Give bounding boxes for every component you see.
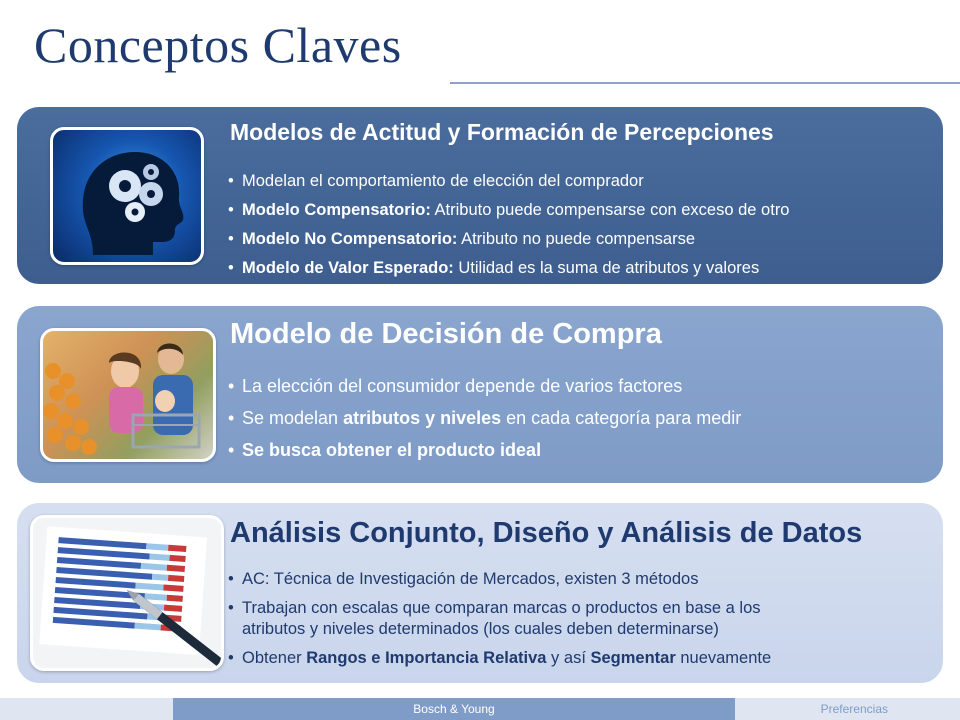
list-item: • AC: Técnica de Investigación de Mercados, existen 3 métodos (228, 569, 771, 590)
section-purchase-decision (17, 306, 943, 483)
list-item: • Obtener Rangos e Importancia Relativa y así Segmentar nuevamente (228, 648, 771, 669)
list-item: • Modelo Compensatorio: Atributo puede compensarse con exceso de otro (228, 196, 790, 225)
page-title: Conceptos Claves (34, 17, 402, 73)
list-item: • Modelo de Valor Esperado: Utilidad es la suma de atributos y valores (228, 254, 790, 283)
section-heading: Modelo de Decisión de Compra (230, 318, 662, 350)
list-item: • Modelo No Compensatorio: Atributo no puede compensarse (228, 225, 790, 254)
section-conjoint-analysis (17, 503, 943, 683)
footer-author: Bosch & Young (173, 698, 735, 720)
section-attitude-models (17, 107, 943, 284)
footer-topic: Preferencias (820, 702, 888, 716)
section-heading: Análisis Conjunto, Diseño y Análisis de Datos (230, 517, 863, 549)
list-item: • Trabajan con escalas que comparan marcas o productos en base a los atributos y niveles determinados (los cuales deben determinarse) (228, 598, 771, 640)
bullet-list (228, 167, 790, 283)
bullet-list (228, 370, 741, 466)
list-item: • La elección del consumidor depende de varios factores (228, 370, 741, 402)
family-shopping-photo (40, 328, 216, 462)
list-item: • Se modelan atributos y niveles en cada categoría para medir (228, 402, 741, 434)
list-item: • Modelan el comportamiento de elección del comprador (228, 167, 790, 196)
section-heading: Modelos de Actitud y Formación de Percepciones (230, 119, 774, 145)
title-divider (450, 82, 960, 84)
list-item: • Se busca obtener el producto ideal (228, 434, 741, 466)
head-gears-icon (50, 127, 204, 265)
survey-chart-pen-photo (30, 515, 224, 671)
bullet-list (228, 569, 771, 669)
